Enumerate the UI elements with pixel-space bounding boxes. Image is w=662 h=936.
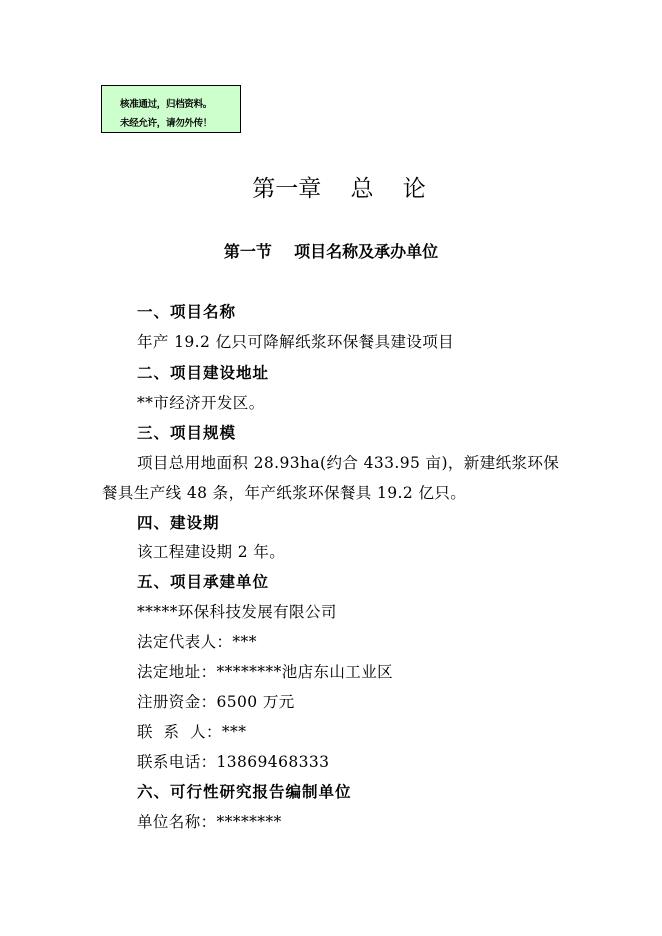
heading-project-name: 一、项目名称 [137, 303, 237, 321]
heading-project-site: 二、项目建设地址 [137, 364, 270, 382]
contractor-registered-capital: 注册资金：6500 万元 [137, 693, 295, 711]
construction-period-text: 该工程建设期 2 年。 [137, 543, 286, 561]
heading-report-compiler: 六、可行性研究报告编制单位 [137, 783, 352, 801]
contractor-legal-rep: 法定代表人：*** [137, 633, 257, 651]
contractor-legal-address: 法定地址：********池店东山工业区 [137, 663, 394, 681]
project-scale-text-line-2: 餐具生产线 48 条，年产纸浆环保餐具 19.2 亿只。 [102, 484, 467, 502]
heading-construction-period: 四、建设期 [137, 514, 220, 532]
project-scale-text-line-1: 项目总用地面积 28.93ha(约合 433.95 亩)，新建纸浆环保 [137, 454, 560, 472]
project-site-text: **市经济开发区。 [137, 394, 265, 412]
chapter-title: 第一章 总 论 [252, 176, 426, 202]
heading-contractor: 五、项目承建单位 [137, 573, 270, 591]
heading-project-scale: 三、项目规模 [137, 424, 237, 442]
contractor-contact-person: 联 系 人：*** [137, 723, 247, 741]
project-name-text: 年产 19.2 亿只可降解纸浆环保餐具建设项目 [137, 333, 455, 351]
stamp-line-2: 未经允许，请勿外传！ [120, 118, 213, 129]
section-title: 第一节 项目名称及承办单位 [223, 242, 439, 261]
stamp-line-1: 核准通过，归档资料。 [120, 99, 213, 110]
contractor-company: *****环保科技发展有限公司 [137, 603, 337, 621]
contractor-phone: 联系电话：13869468333 [137, 753, 330, 771]
report-compiler-name: 单位名称：******** [137, 813, 282, 831]
archive-stamp [101, 85, 241, 133]
